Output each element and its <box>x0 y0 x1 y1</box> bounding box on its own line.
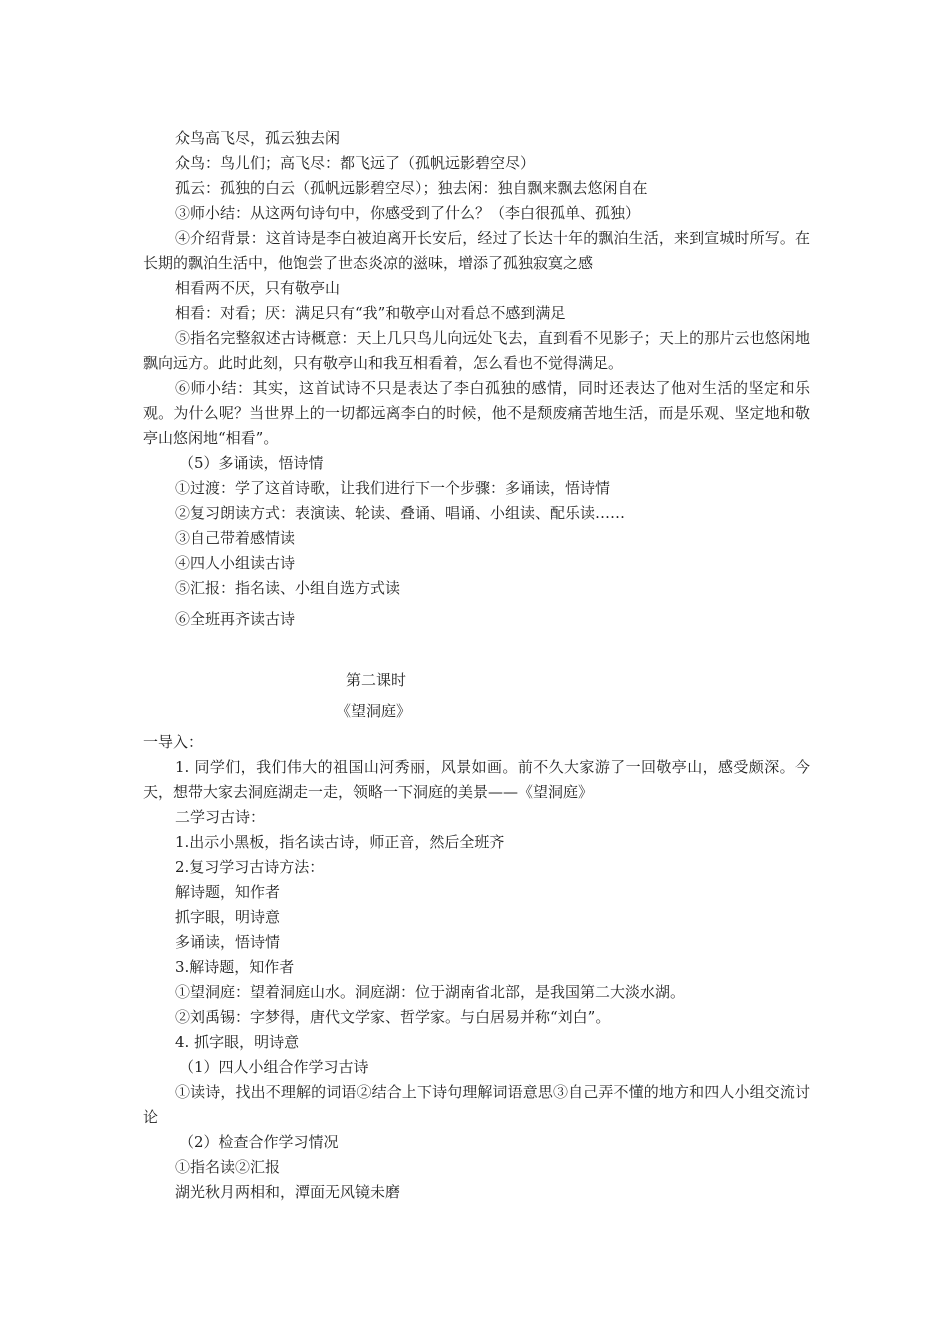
background-paragraph: ④介绍背景：这首诗是李白被迫离开长安后，经过了长达十年的飘泊生活，来到宣城时所写。在长期的飘泊生活中，他饱尝了世态炎凉的滋味，增添了孤独寂寞之感 <box>143 229 810 272</box>
step-line: ①读诗，找出不理解的词语②结合上下诗句理解词语意思③自己弄不懂的地方和四人小组交流讨论 <box>143 1083 810 1126</box>
method-line: 解诗题，知作者 <box>175 883 281 901</box>
annotation-line: ②刘禹锡：字梦得，唐代文学家、哲学家。与白居易并称“刘白”。 <box>175 1008 611 1026</box>
step-line: ①指名读②汇报 <box>175 1158 281 1176</box>
sub-heading: （2）检查合作学习情况 <box>179 1133 339 1151</box>
poem-line: 相看两不厌，只有敬亭山 <box>175 279 341 297</box>
step-line: ⑤汇报：指名读、小组自选方式读 <box>175 579 401 597</box>
sub-heading: （1）四人小组合作学习古诗 <box>179 1058 369 1076</box>
method-line: 抓字眼，明诗意 <box>175 908 281 926</box>
lesson-title: 第二课时 <box>346 671 407 689</box>
teacher-summary: ③师小结：从这两句诗句中，你感受到了什么？（李白很孤单、孤独） <box>175 204 641 222</box>
step-line: 4. 抓字眼，明诗意 <box>175 1033 300 1051</box>
section-heading: （5）多诵读，悟诗情 <box>179 454 324 472</box>
annotation-line: 相看：对看；厌：满足只有“我”和敬亭山对看总不感到满足 <box>175 304 566 322</box>
intro-paragraph: 1. 同学们，我们伟大的祖国山河秀丽，风景如画。前不久大家游了一回敬亭山，感受颇深。今天，想带大家去洞庭湖走一走，领略一下洞庭的美景——《望洞庭》 <box>143 758 810 801</box>
annotation-line: 孤云：孤独的白云（孤帆远影碧空尽）；独去闲：独自飘来飘去悠闲自在 <box>175 179 648 197</box>
step-line: 3.解诗题，知作者 <box>175 958 295 976</box>
section-heading: 一导入： <box>143 733 204 751</box>
step-line: ①过渡：学了这首诗歌，让我们进行下一个步骤：多诵读，悟诗情 <box>175 479 611 497</box>
teacher-summary: ⑥师小结：其实，这首试诗不只是表达了李白孤独的感情，同时还表达了他对生活的坚定和乐观。为什么呢？当世界上的一切都远离李白的时候，他不是颓废痛苦地生活，而是乐观、坚定地和敬亭山悠闲地“相看”。 <box>143 379 810 447</box>
annotation-line: 众鸟：鸟儿们；高飞尽：都飞远了（孤帆远影碧空尽） <box>175 154 536 172</box>
poem-line: 众鸟高飞尽，孤云独去闲 <box>175 129 341 147</box>
section-heading: 二学习古诗： <box>175 808 266 826</box>
step-line: ②复习朗读方式：表演读、轮读、叠诵、唱诵、小组读、配乐读…… <box>175 504 626 522</box>
poem-line: 湖光秋月两相和，潭面无风镜未磨 <box>175 1183 401 1201</box>
step-line: 1.出示小黑板，指名读古诗，师正音，然后全班齐 <box>175 833 505 851</box>
poem-meaning-paragraph: ⑤指名完整叙述古诗概意：天上几只鸟儿向远处飞去，直到看不见影子；天上的那片云也悠闲地飘向远方。此时此刻，只有敬亭山和我互相看着，怎么看也不觉得满足。 <box>143 329 810 372</box>
document-body <box>143 126 810 1205</box>
step-line: ③自己带着感情读 <box>175 529 296 547</box>
method-line: 多诵读，悟诗情 <box>175 933 281 951</box>
annotation-line: ①望洞庭：望着洞庭山水。洞庭湖：位于湖南省北部，是我国第二大淡水湖。 <box>175 983 686 1001</box>
poem-title: 《望洞庭》 <box>336 702 412 720</box>
step-line: ④四人小组读古诗 <box>175 554 296 572</box>
step-line: ⑥全班再齐读古诗 <box>175 610 296 628</box>
step-line: 2.复习学习古诗方法： <box>175 858 325 876</box>
